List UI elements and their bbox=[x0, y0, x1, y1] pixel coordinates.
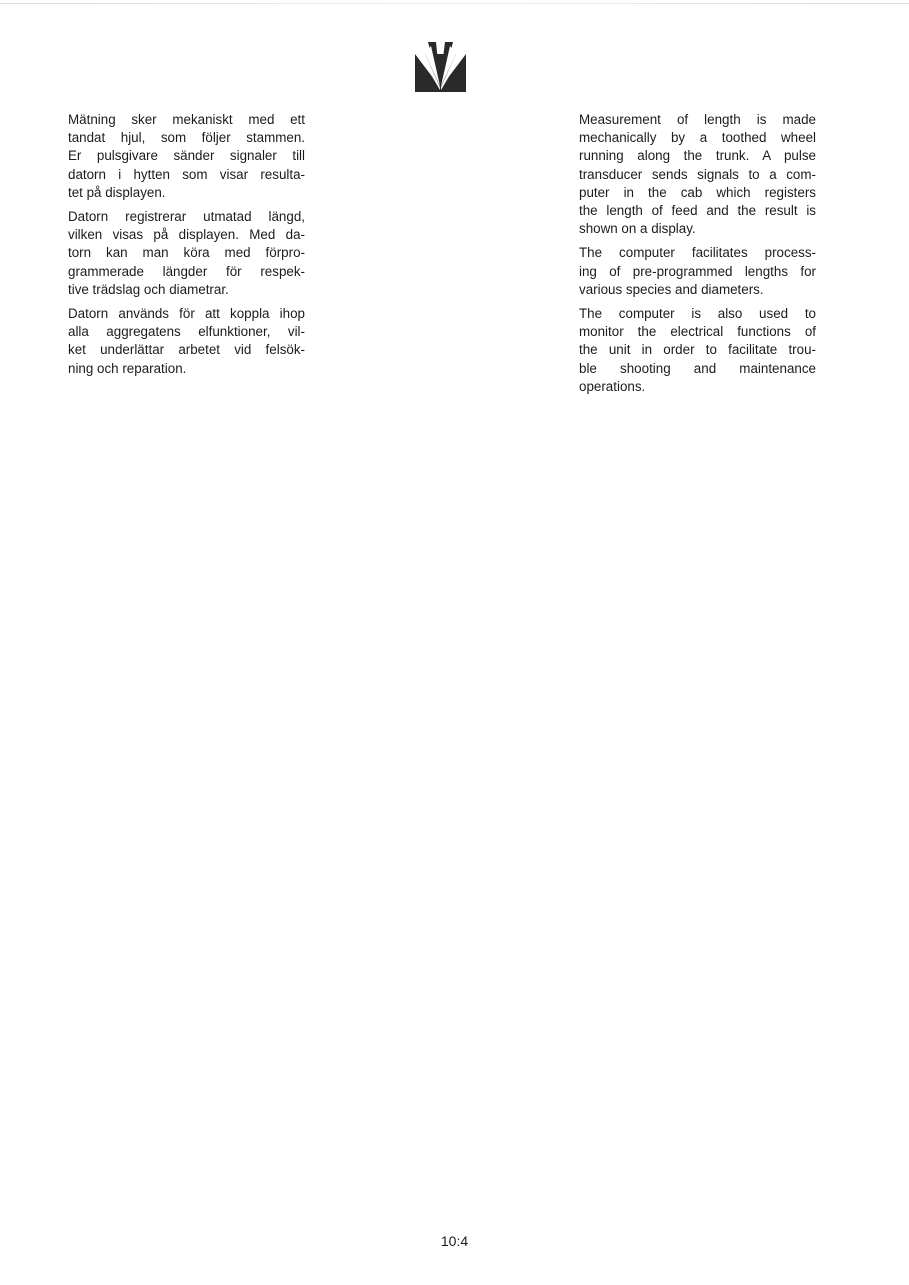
page-number: 10:4 bbox=[440, 1233, 469, 1249]
text-line: mechanically by a toothed wheel bbox=[579, 130, 816, 146]
text-line: running along the trunk. A pulse bbox=[579, 148, 816, 164]
text-line: vilken visas på displayen. Med da- bbox=[68, 227, 305, 243]
text-line: the unit in order to facilitate trou- bbox=[579, 342, 816, 358]
text-line: alla aggregatens elfunktioner, vil- bbox=[68, 324, 305, 340]
text-line: Measurement of length is made bbox=[579, 112, 816, 127]
text-line: tet på displayen. bbox=[68, 184, 166, 200]
text-line: Datorn används för att koppla ihop bbox=[68, 306, 305, 322]
text-line: grammerade längder för respek- bbox=[68, 263, 305, 279]
paragraph bbox=[68, 305, 305, 378]
text-line: Er pulsgivare sänder signaler till bbox=[68, 148, 305, 164]
paragraph bbox=[579, 244, 816, 299]
scan-edge bbox=[0, 3, 909, 4]
paragraph bbox=[579, 305, 816, 396]
text-line: The computer is also used to bbox=[579, 306, 816, 322]
paragraph bbox=[579, 111, 816, 238]
swedish-text-column bbox=[68, 111, 305, 384]
paragraph bbox=[68, 111, 305, 202]
text-line: tive trädslag och diametrar. bbox=[68, 281, 229, 297]
text-line: operations. bbox=[579, 378, 646, 394]
text-line: various species and diameters. bbox=[579, 281, 764, 297]
text-line: puter in the cab which registers bbox=[579, 184, 816, 200]
text-line: tandat hjul, som följer stammen. bbox=[68, 130, 305, 146]
english-text-column bbox=[579, 111, 816, 402]
text-line: ning och reparation. bbox=[68, 360, 187, 376]
text-line: ble shooting and maintenance bbox=[579, 360, 816, 376]
text-line: ket underlättar arbetet vid felsök- bbox=[68, 342, 305, 358]
company-logo-icon bbox=[413, 42, 468, 92]
text-line: The computer facilitates process- bbox=[579, 245, 816, 261]
text-line: torn kan man köra med förpro- bbox=[68, 245, 305, 261]
text-line: Datorn registrerar utmatad längd, bbox=[68, 209, 305, 225]
text-line: ing of pre-programmed lengths for bbox=[579, 263, 816, 279]
paragraph bbox=[68, 208, 305, 299]
text-line: Mätning sker mekaniskt med ett bbox=[68, 112, 305, 127]
text-line: transducer sends signals to a com- bbox=[579, 166, 816, 182]
text-line: the length of feed and the result is bbox=[579, 203, 816, 219]
text-line: datorn i hytten som visar resulta- bbox=[68, 166, 305, 182]
text-line: monitor the electrical functions of bbox=[579, 324, 816, 340]
text-line: shown on a display. bbox=[579, 221, 696, 237]
